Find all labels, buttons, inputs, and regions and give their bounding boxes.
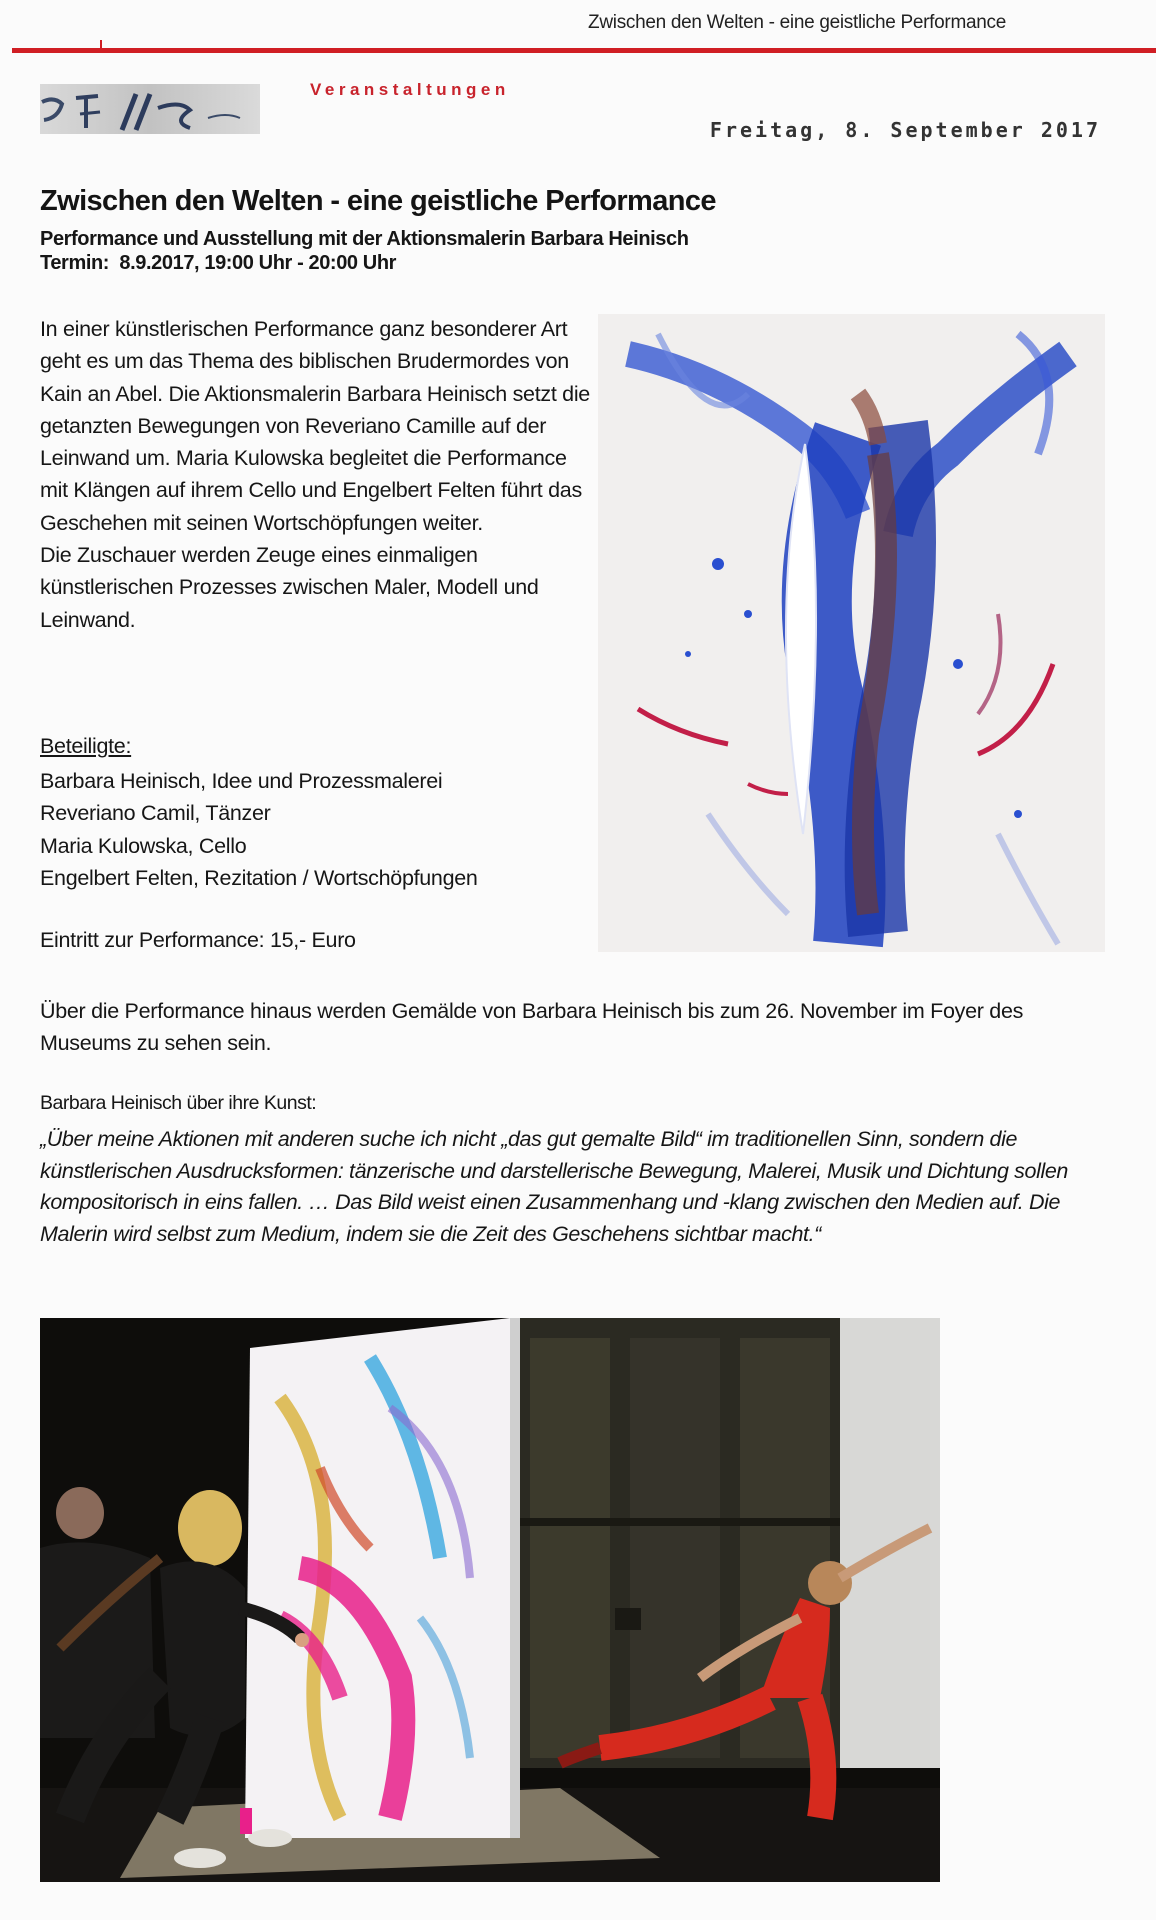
article-title: Zwischen den Welten - eine geistliche Performance bbox=[40, 185, 716, 217]
participants-list bbox=[40, 765, 600, 894]
admission-info: Eintritt zur Performance: 15,- Euro bbox=[40, 928, 356, 952]
logo-image bbox=[40, 84, 260, 134]
participants-heading: Beteiligte: bbox=[40, 734, 132, 758]
artist-quote: „Über meine Aktionen mit anderen suche ich nicht „das gut gemalte Bild“ im traditionellen Sinn, sondern die künstlerischen Ausdrucksformen: tänzerische und darstellerische Bewegung, Malerei, Musik und Dichtung sollen kompositorisch in eins fallen. … Das Bild weist einen Zusammenhang und -klang zwischen den Medien auf. Die Malerin wird selbst zum Medium, indem sie die Zeit des Geschehens sichtbar macht.“ bbox=[40, 1127, 1068, 1246]
performance-photo bbox=[40, 1318, 940, 1882]
exhibition-info: Über die Performance hinaus werden Gemälde von Barbara Heinisch bis zum 26. November im Foyer des Museums zu sehen sein. bbox=[40, 999, 1024, 1056]
quote-intro: Barbara Heinisch über ihre Kunst: bbox=[40, 1092, 317, 1114]
event-termin bbox=[40, 252, 396, 275]
list-item: Maria Kulowska, Cello bbox=[40, 833, 247, 858]
article-subtitle: Performance und Ausstellung mit der Aktionsmalerin Barbara Heinisch bbox=[40, 228, 689, 250]
intro-paragraph: Die Zuschauer werden Zeuge eines einmaligen künstlerischen Prozesses zwischen Maler, Modell und Leinwand. bbox=[40, 543, 539, 632]
header-rule bbox=[12, 48, 1156, 53]
running-header-title: Zwischen den Welten - eine geistliche Performance bbox=[588, 12, 1006, 33]
list-item: Engelbert Felten, Rezitation / Wortschöpfungen bbox=[40, 865, 478, 890]
termin-label: Termin: bbox=[40, 252, 110, 274]
list-item: Reveriano Camil, Tänzer bbox=[40, 801, 271, 826]
painting-image bbox=[598, 314, 1105, 952]
intro-paragraph: In einer künstlerischen Performance ganz besonderer Art geht es um das Thema des biblischen Brudermordes von Kain an Abel. Die Aktionsmalerin Barbara Heinisch setzt die getanzten Bewegungen von Reveriano Camille auf der Leinwand um. Maria Kulowska begleitet die Performance mit Klängen auf ihrem Cello und Engelbert Felten führt das Geschehen mit seinen Wortschöpfungen weiter. bbox=[40, 317, 590, 535]
intro-text bbox=[40, 313, 600, 636]
list-item: Barbara Heinisch, Idee und Prozessmalerei bbox=[40, 769, 443, 793]
termin-value: 8.9.2017, 19:00 Uhr - 20:00 Uhr bbox=[119, 252, 397, 274]
section-label: Veranstaltungen bbox=[310, 80, 510, 99]
event-date: Freitag, 8. September 2017 bbox=[709, 118, 1101, 142]
